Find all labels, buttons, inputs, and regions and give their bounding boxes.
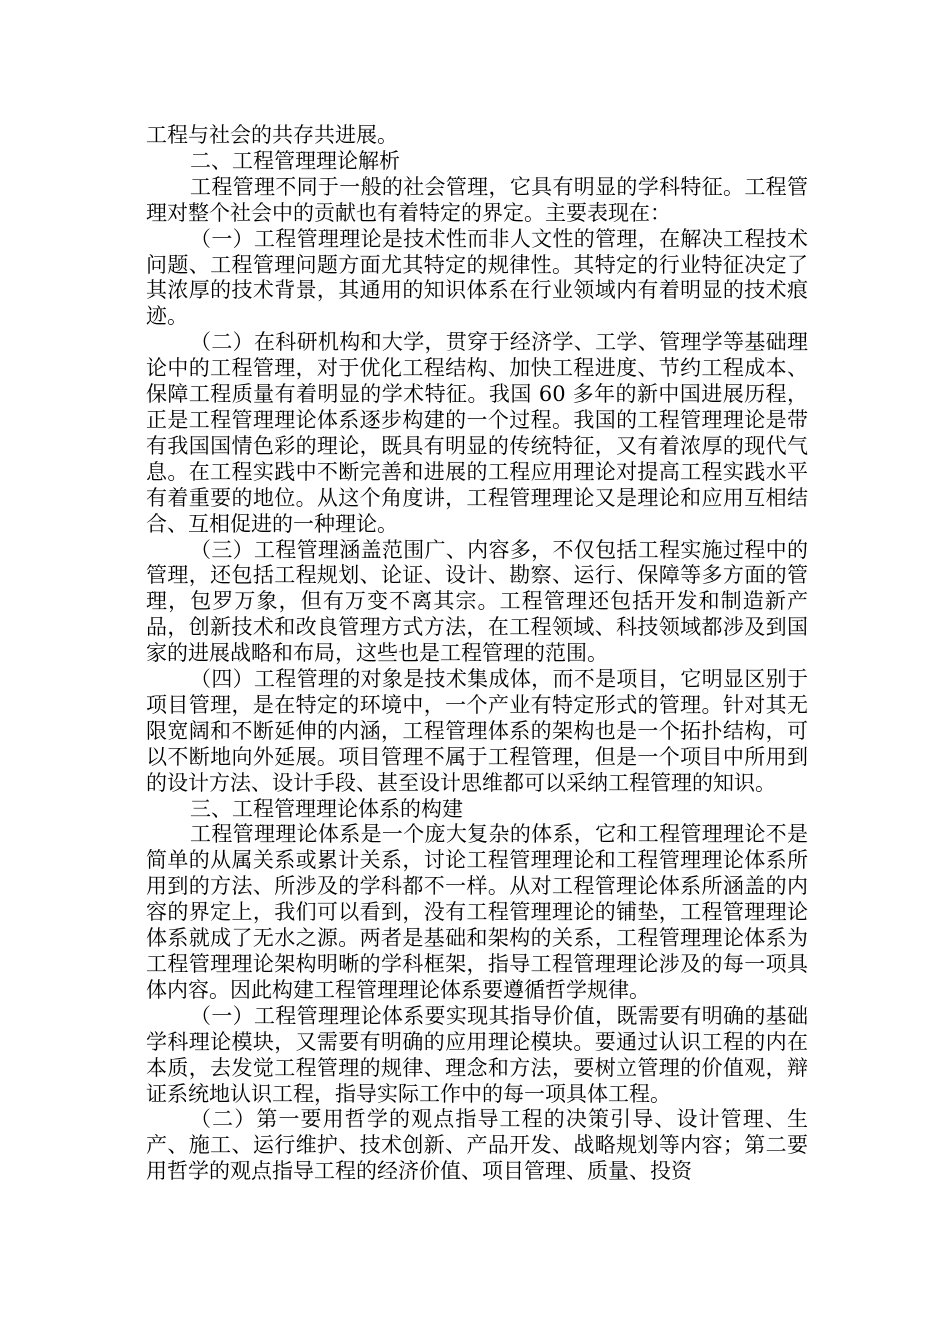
paragraph: （四）工程管理的对象是技术集成体，而不是项目，它明显区别于项目管理，是在特定的环境中，一个产业有特定形式的管理。针对其无限宽阔和不断延伸的内涵，工程管理体系的架构也是一个拓扑结构，可以不断地向外延展。项目管理不属于工程管理，但是一个项目中所用到的设计方法、设计手段、甚至设计思维都可以采纳工程管理的知识。 bbox=[146, 667, 808, 795]
section-heading: 二、工程管理理论解析 bbox=[190, 148, 400, 173]
paragraph: （二）第一要用哲学的观点指导工程的决策引导、设计管理、生产、施工、运行维护、技术创新、产品开发、战略规划等内容；第二要用哲学的观点指导工程的经济价值、项目管理、质量、投资 bbox=[146, 1107, 808, 1184]
paragraph: 工程与社会的共存共进展。 bbox=[146, 123, 398, 147]
paragraph: （三）工程管理涵盖范围广、内容多，不仅包括工程实施过程中的管理，还包括工程规划、论证、设计、勘察、运行、保障等多方面的管理，包罗万象，但有万变不离其宗。工程管理还包括开发和制造新产品，创新技术和改良管理方式方法，在工程领域、科技领域都涉及到国家的进展战略和布局，这些也是工程管理的范围。 bbox=[146, 537, 808, 666]
paragraph: 工程管理不同于一般的社会管理，它具有明显的学科特征。工程管理对整个社会中的贡献也有着特定的界定。主要表现在： bbox=[146, 174, 808, 225]
section-heading: 三、工程管理理论体系的构建 bbox=[190, 796, 463, 821]
paragraph: （二）在科研机构和大学，贯穿于经济学、工学、管理学等基础理论中的工程管理，对于优化工程结构、加快工程进度、节约工程成本、保障工程质量有着明显的学术特征。我国 60 多年的新中国进展历程，正是工程管理理论体系逐步构建的一个过程。我国的工程管理理论是带有我国国情色彩的理论，既具有明显的传统特征，又有着浓厚的现代气息。在工程实践中不断完善和进展的工程应用理论对提高工程实践水平有着重要的地位。从这个角度讲，工程管理理论又是理论和应用互相结合、互相促进的一种理论。 bbox=[146, 330, 808, 536]
paragraph: 工程管理理论体系是一个庞大复杂的体系，它和工程管理理论不是简单的从属关系或累计关系，讨论工程管理理论和工程管理理论体系所用到的方法、所涉及的学科都不一样。从对工程管理论体系所涵盖的内容的界定上，我们可以看到，没有工程管理理论的铺垫，工程管理理论体系就成了无水之源。两者是基础和架构的关系，工程管理理论体系为工程管理理论架构明晰的学科框架，指导工程管理理论涉及的每一项具体内容。因此构建工程管理理论体系要遵循哲学规律。 bbox=[146, 822, 808, 1002]
paragraph: （一）工程管理理论体系要实现其指导价值，既需要有明确的基础学科理论模块，又需要有明确的应用理论模块。要通过认识工程的内在本质，去发觉工程管理的规律、理念和方法，要树立管理的价值观，辩证系统地认识工程，指导实际工作中的每一项具体工程。 bbox=[146, 1003, 808, 1106]
document-body bbox=[146, 123, 808, 1185]
paragraph: （一）工程管理理论是技术性而非人文性的管理，在解决工程技术问题、工程管理问题方面尤其特定的规律性。其特定的行业特征决定了其浓厚的技术背景，其通用的知识体系在行业领域内有着明显的技术痕迹。 bbox=[146, 226, 808, 329]
